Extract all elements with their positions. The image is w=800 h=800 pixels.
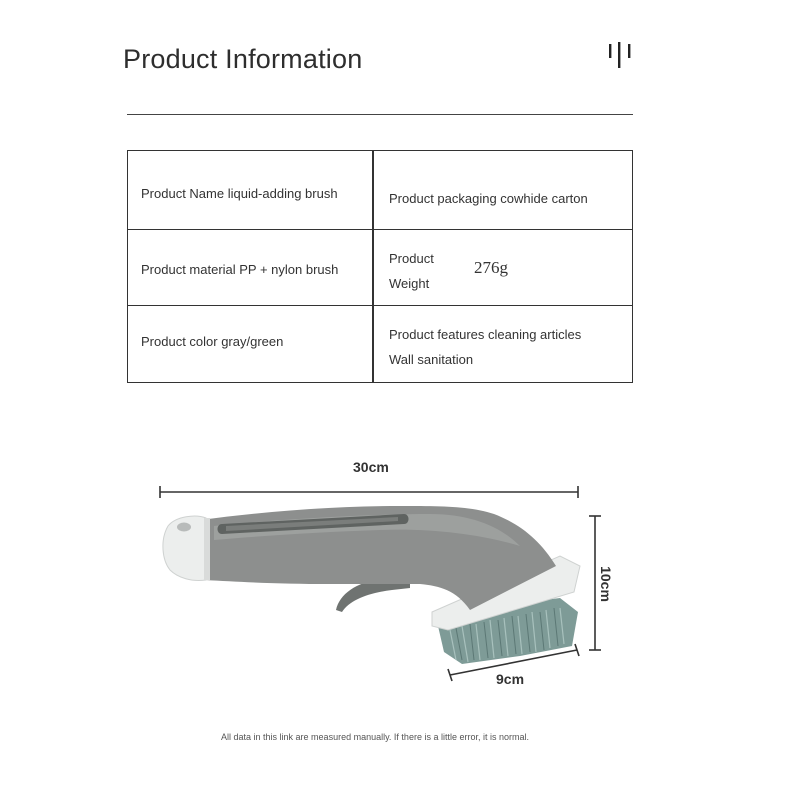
length-dimension-label: 30cm	[353, 459, 389, 475]
length-dimension-line	[160, 486, 578, 498]
product-name-cell: Product Name liquid-adding brush	[141, 186, 338, 201]
page-title: Product Information	[123, 44, 363, 74]
width-dimension-label: 9cm	[496, 671, 525, 687]
product-features-line-2: Wall sanitation	[389, 352, 474, 367]
product-color-cell: Product color gray/green	[141, 334, 284, 349]
height-dimension-line	[589, 516, 601, 650]
product-features-line-1: Product features cleaning articles	[389, 327, 582, 342]
height-dimension-label: 10cm	[597, 566, 614, 602]
product-weight-label-1: Product	[389, 251, 434, 266]
product-weight-value: 276g	[474, 258, 508, 277]
hanging-hole-icon	[177, 523, 191, 532]
product-packaging-cell: Product packaging cowhide carton	[389, 191, 588, 206]
measurement-footnote: All data in this link are measured manually. If there is a little error, it is normal.	[221, 732, 529, 742]
product-material-cell: Product material PP + nylon brush	[141, 262, 339, 277]
product-weight-label-2: Weight	[389, 276, 430, 291]
